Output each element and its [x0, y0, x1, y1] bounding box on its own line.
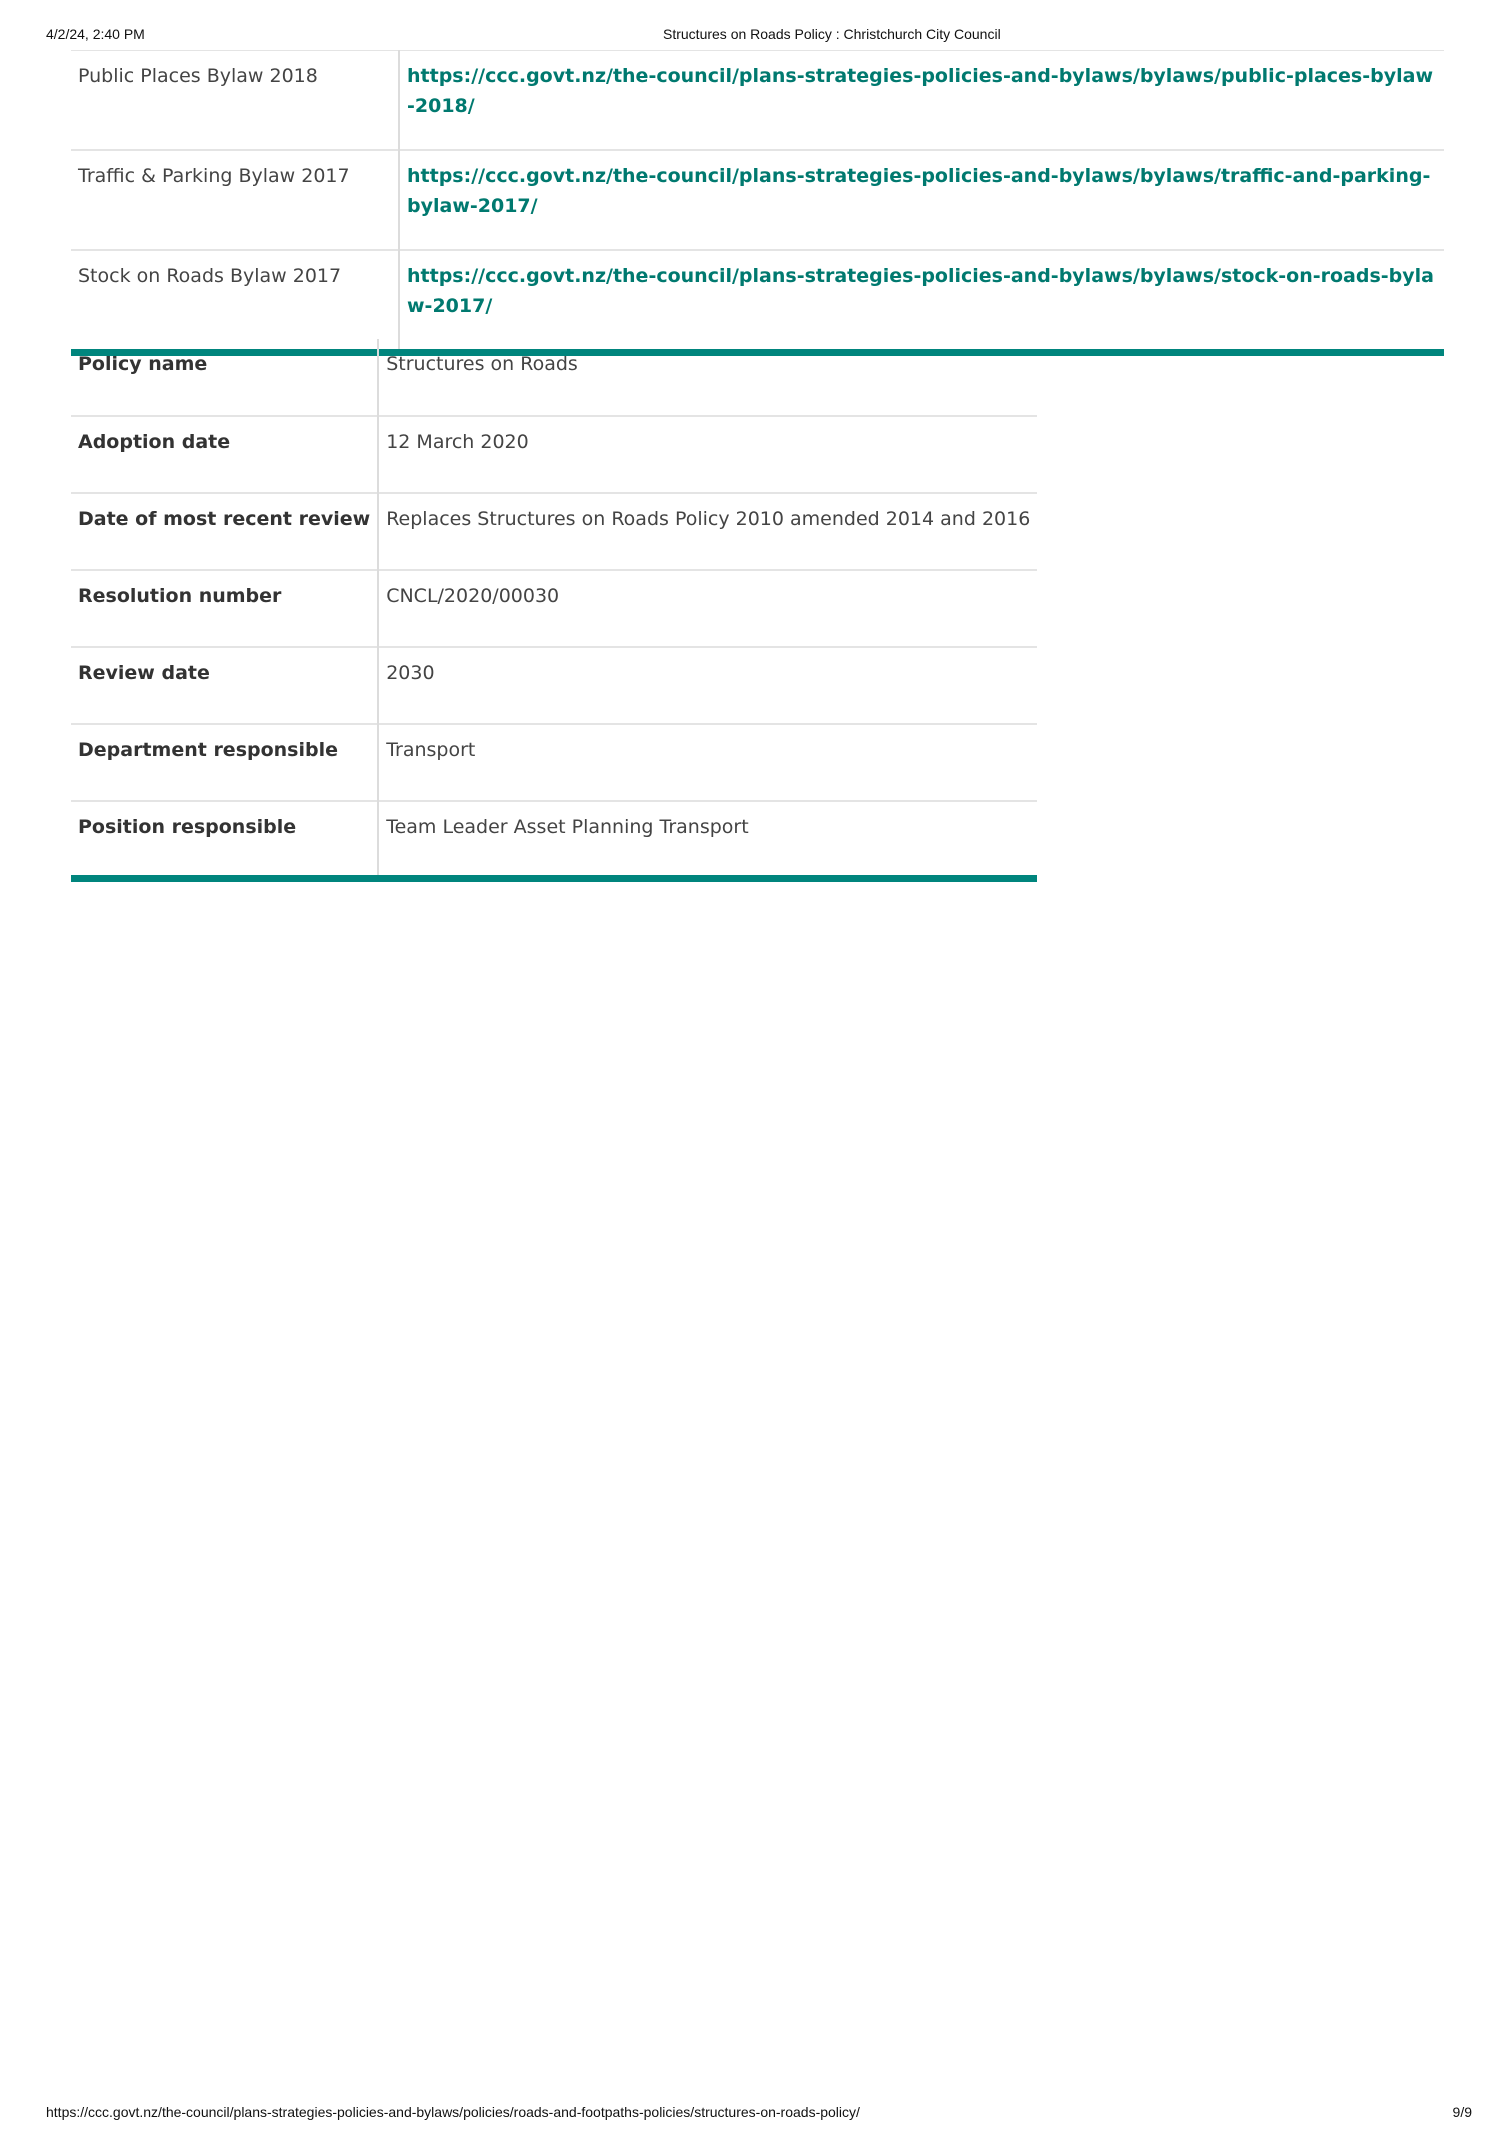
table-row [71, 801, 1037, 878]
bylaw-name: Traffic & Parking Bylaw 2017 [71, 150, 399, 250]
table-row [71, 570, 1037, 647]
policy-field-label: Date of most recent review [71, 493, 378, 570]
bylaw-link[interactable]: https://ccc.govt.nz/the-council/plans-strategies-policies-and-bylaws/bylaws/traffic-and-parking-bylaw-2017/ [407, 165, 1431, 217]
table-row [71, 339, 1037, 416]
bylaw-link[interactable]: https://ccc.govt.nz/the-council/plans-strategies-policies-and-bylaws/bylaws/stock-on-roads-bylaw-2017/ [407, 265, 1434, 317]
table-row [71, 250, 1444, 353]
bylaw-name: Public Places Bylaw 2018 [71, 51, 399, 151]
print-header-datetime: 4/2/24, 2:40 PM [46, 26, 145, 42]
table-row [71, 647, 1037, 724]
print-footer-page-number: 9/9 [1452, 2104, 1472, 2120]
policy-field-value: Structures on Roads [386, 353, 578, 375]
print-header-title: Structures on Roads Policy : Christchurch City Council [663, 26, 1001, 42]
print-footer-url: https://ccc.govt.nz/the-council/plans-strategies-policies-and-bylaws/policies/roads-and-footpaths-policies/structures-on-roads-policy/ [46, 2104, 860, 2120]
policy-field-value: 2030 [378, 647, 1037, 724]
policy-field-label: Resolution number [71, 570, 378, 647]
table-row [71, 150, 1444, 250]
policy-field-label: Position responsible [71, 801, 378, 878]
related-bylaws-table [71, 50, 1444, 356]
table-row [71, 724, 1037, 801]
policy-field-label: Policy name [71, 339, 378, 416]
policy-field-label: Adoption date [71, 416, 378, 493]
table-row [71, 493, 1037, 570]
bylaw-link-cell [399, 150, 1444, 250]
policy-field-value: 12 March 2020 [378, 416, 1037, 493]
policy-field-value: CNCL/2020/00030 [378, 570, 1037, 647]
policy-field-value: Replaces Structures on Roads Policy 2010 amended 2014 and 2016 [378, 493, 1037, 570]
policy-field-label: Department responsible [71, 724, 378, 801]
policy-field-label: Review date [71, 647, 378, 724]
bylaw-name: Stock on Roads Bylaw 2017 [71, 250, 399, 353]
bylaw-link-cell [399, 51, 1444, 151]
bylaw-link[interactable]: https://ccc.govt.nz/the-council/plans-strategies-policies-and-bylaws/bylaws/public-places-bylaw-2018/ [407, 65, 1433, 117]
table-row [71, 51, 1444, 151]
bylaw-link-cell [399, 250, 1444, 353]
table-row [71, 416, 1037, 493]
policy-field-value: Team Leader Asset Planning Transport [378, 801, 1037, 878]
policy-field-value: Transport [378, 724, 1037, 801]
policy-info-table [71, 339, 1037, 882]
